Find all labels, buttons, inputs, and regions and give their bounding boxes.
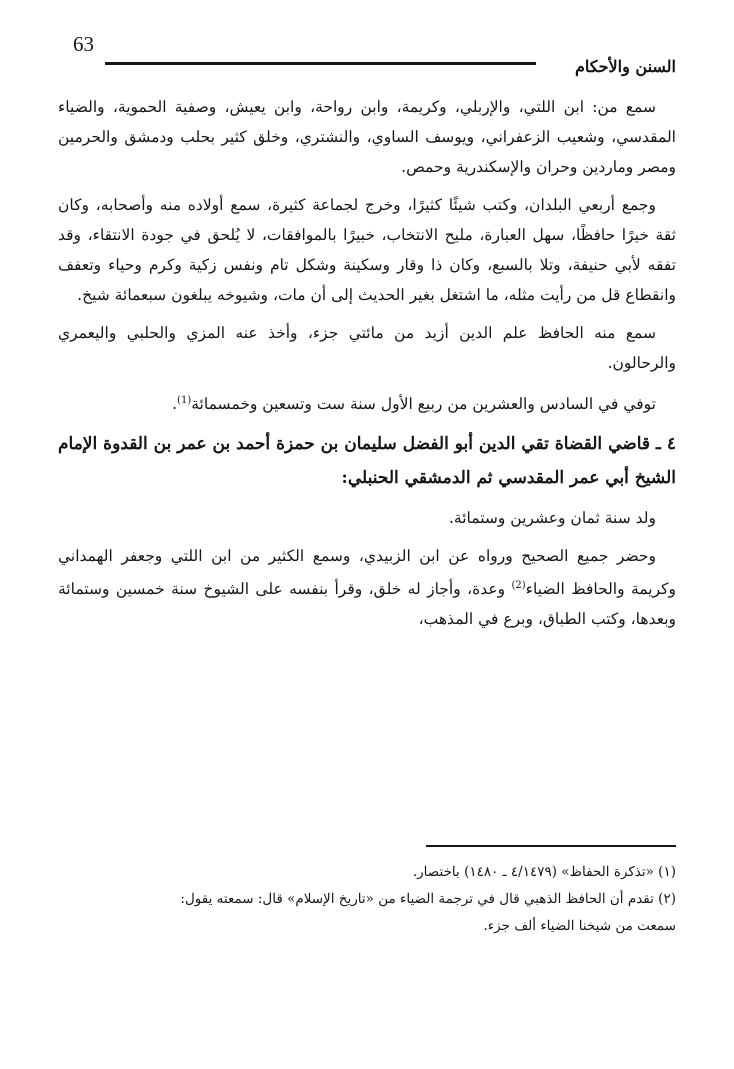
paragraph-birth: ولد سنة ثمان وعشرين وستمائة. (448, 509, 656, 528)
paragraph-works: وجمع أربعي البلدان، وكتب شيئًا كثيرًا، وخرج لجماعة كثيرة، سمع أولاده منه وأصحابه، وكان ثقة خيرًا حافظًا، سهل العبارة، مليح الانتخاب، خبيرًا بالموافقات، لا يُلحق في جودة الانتقاء، وقد تفقه لأبي حنيفة، وتلا بالسبع، وكان ذا وقار وسكينة وشكل تام ونفس زكية وكرم وحياء وتعفف وانقطاع قل من رأيت مثله، ما اشتغل بغير الحديث إلى أن مات، وشيوخه يبلغون سبعمائة شيخ. (58, 196, 676, 304)
footnote-1: (١) «تذكرة الحفاظ» (٤/١٤٧٩ ـ ١٤٨٠) باختصار. (412, 864, 676, 880)
paragraph-death (58, 386, 676, 419)
footnote-separator (426, 845, 676, 847)
running-title: السنن والأحكام (575, 57, 676, 76)
death-end: . (172, 395, 178, 414)
death-text: توفي في السادس والعشرين من ربيع الأول سنة ست وتسعين وخمسمائة (191, 395, 656, 414)
studies-text-a: وحضر جميع الصحيح ورواه عن ابن الزبيدي، وسمع الكثير من ابن اللتي وجعفر الهمداني وكريمة والحافظ الضياء (58, 547, 676, 599)
paragraph-students: سمع منه الحافظ علم الدين أزيد من مائتي جزء، وأخذ عنه المزي والحلبي واليعمري والرحالون. (58, 324, 676, 372)
book-page (58, 30, 676, 1040)
page-body (58, 92, 676, 642)
paragraph-teachers: سمع من: ابن اللتي، والإربلي، وكريمة، وابن رواحة، وابن يعيش، وصفية الحموية، والضياء المقدسي، وشعيب الزعفراني، ويوسف الساوي، والنشتري، وخلق كثير بحلب ودمشق والحرمين ومصر وماردين وحران والإسكندرية وحمص. (58, 98, 676, 176)
footnote-ref-1: (1) (177, 395, 192, 406)
page-header (58, 30, 676, 82)
paragraph-studies (58, 541, 676, 634)
footnote-ref-2: (2) (511, 580, 526, 592)
header-rule (105, 62, 536, 65)
studies-text-b: وعدة، وأجاز له خلق، وقرأ بنفسه على الشيوخ سنة خمسين وستمائة وبعدها، وكتب الطباق، وبرع في المذهب، (58, 580, 676, 629)
biography-heading: ٤ ـ قاضي القضاة تقي الدين أبو الفضل سليمان بن حمزة أحمد بن عمر بن القدوة الإمام الشيخ أبي عمر المقدسي ثم الدمشقي الحنبلي: (58, 434, 676, 489)
page-number: 63 (73, 32, 94, 56)
footnote-2 (58, 886, 676, 940)
footnote-2-continuation: سمعت من شيخنا الضياء ألف جزء. (483, 918, 676, 934)
footnotes (58, 859, 676, 940)
footnote-2-text: (٢) تقدم أن الحافظ الذهبي قال في ترجمة الضياء من «تاريخ الإسلام» قال: سمعته يقول: (180, 891, 676, 907)
